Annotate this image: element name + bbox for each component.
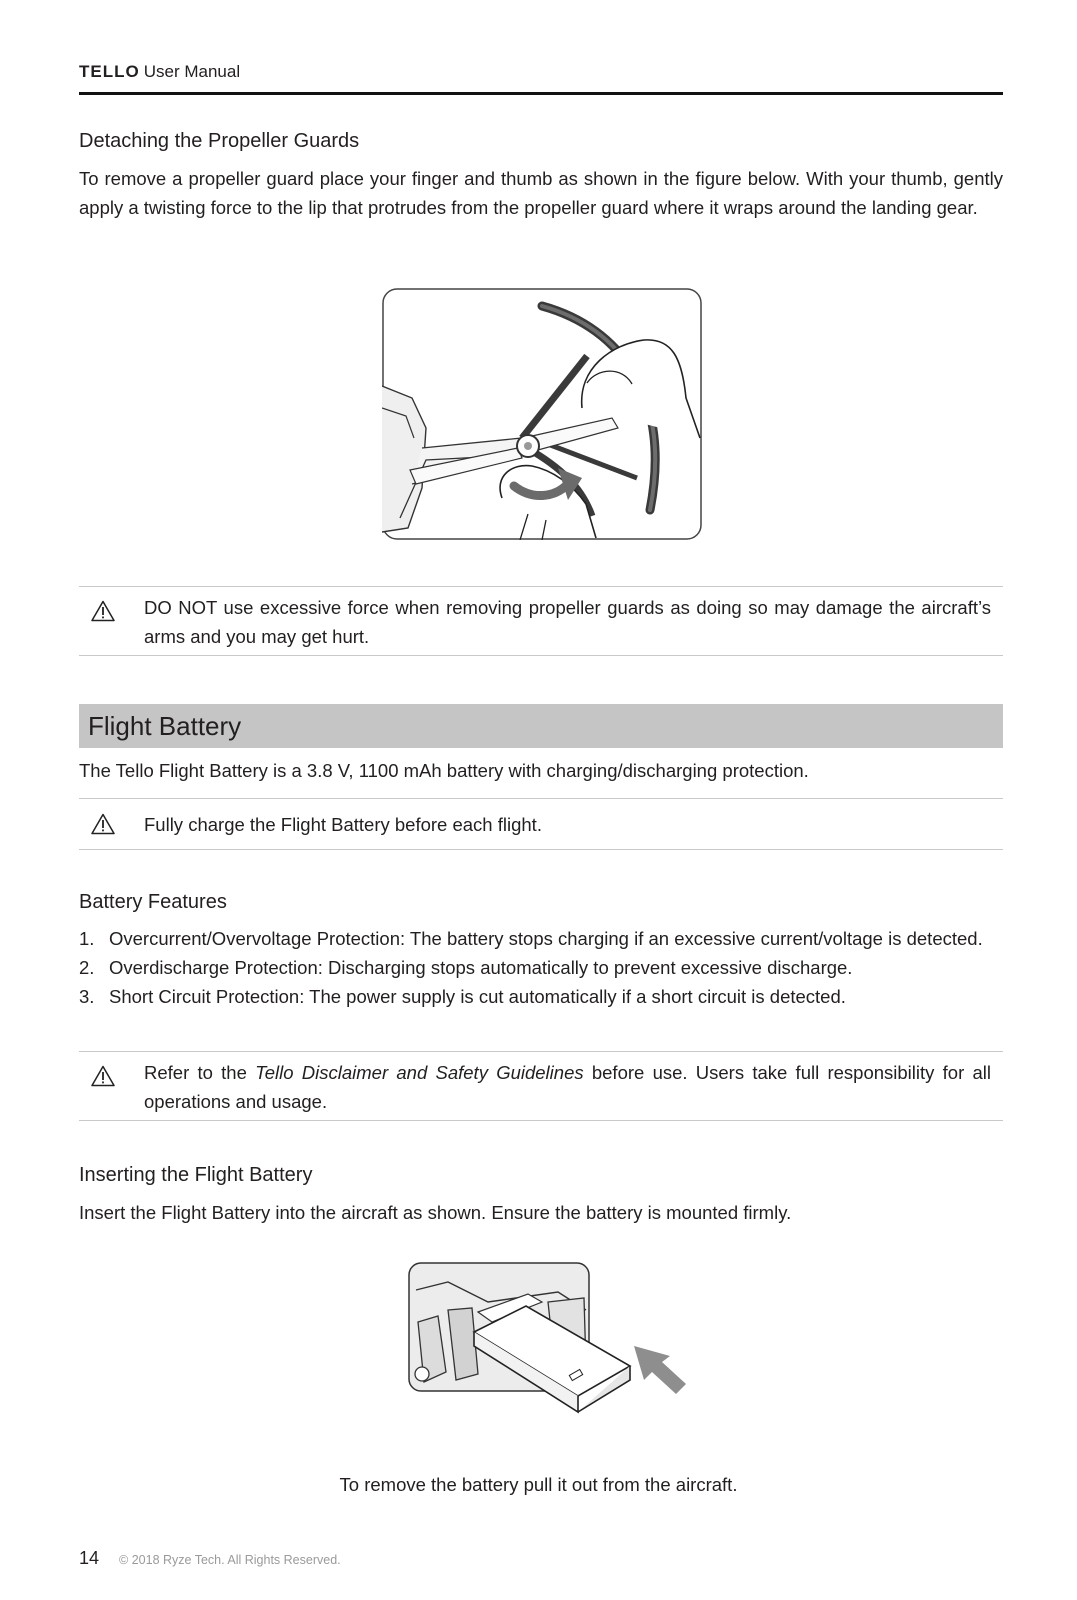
figure-caption: To remove the battery pull it out from the aircraft.: [339, 1474, 738, 1495]
warning-charge-text: Fully charge the Flight Battery before each flight.: [144, 814, 542, 835]
detaching-heading: Detaching the Propeller Guards: [79, 130, 360, 152]
inserting-text: Insert the Flight Battery into the aircraft as shown. Ensure the battery is mounted firmly.: [79, 1202, 792, 1223]
battery-insertion-illustration: [408, 1262, 693, 1427]
list-item-text: Overcurrent/Overvoltage Protection: The battery stops charging if an excessive current/voltage is detected.: [109, 928, 983, 949]
page-header: [79, 62, 1003, 95]
battery-intro: The Tello Flight Battery is a 3.8 V, 1100 mAh battery with charging/discharging protection.: [79, 760, 809, 781]
list-item: [79, 953, 1003, 982]
section-title-bar: [79, 704, 1003, 748]
detaching-text: To remove a propeller guard place your finger and thumb as shown in the figure below. With your thumb, gently apply a twisting force to the lip that protrudes from the propeller guard where it wraps around the landing gear.: [79, 168, 1003, 218]
list-item: [79, 924, 1003, 953]
page-footer: [79, 1548, 341, 1569]
warning-triangle-icon: [91, 1065, 115, 1087]
warning-refer-note: [79, 1051, 1003, 1121]
features-heading: Battery Features: [79, 891, 227, 913]
header-subtitle: User Manual: [143, 62, 241, 81]
inserting-heading: Inserting the Flight Battery: [79, 1164, 313, 1186]
warning-refer-text: [144, 1058, 991, 1116]
warning-refer-suffix: before use. Users take full responsibility for all operations and usage.: [144, 1062, 991, 1112]
warning-triangle-icon: [91, 600, 115, 622]
propeller-guard-illustration: [382, 288, 702, 540]
section-title: Flight Battery: [88, 711, 242, 741]
list-item-text: Short Circuit Protection: The power supply is cut automatically if a short circuit is detected.: [109, 986, 846, 1007]
list-item-number: 2.: [79, 957, 95, 978]
features-list: [79, 924, 1003, 1011]
list-item-number: 3.: [79, 986, 95, 1007]
list-item-number: 1.: [79, 928, 95, 949]
warning-charge-note: [79, 798, 1003, 850]
list-item-text: Overdischarge Protection: Discharging stops automatically to prevent excessive discharge.: [109, 957, 853, 978]
guidelines-doc-title: Tello Disclaimer and Safety Guidelines: [255, 1062, 584, 1083]
list-item: [79, 982, 1003, 1011]
warning-force-note: [79, 586, 1003, 656]
warning-refer-prefix: Refer to the: [144, 1062, 256, 1083]
copyright-notice: © 2018 Ryze Tech. All Rights Reserved.: [119, 1553, 341, 1567]
header-brand: TELLO: [79, 62, 140, 81]
warning-triangle-icon: [91, 813, 115, 835]
warning-force-text: DO NOT use excessive force when removing propeller guards as doing so may damage the aircraft’s arms and you may get hurt.: [144, 597, 991, 647]
page-number: 14: [79, 1548, 100, 1568]
